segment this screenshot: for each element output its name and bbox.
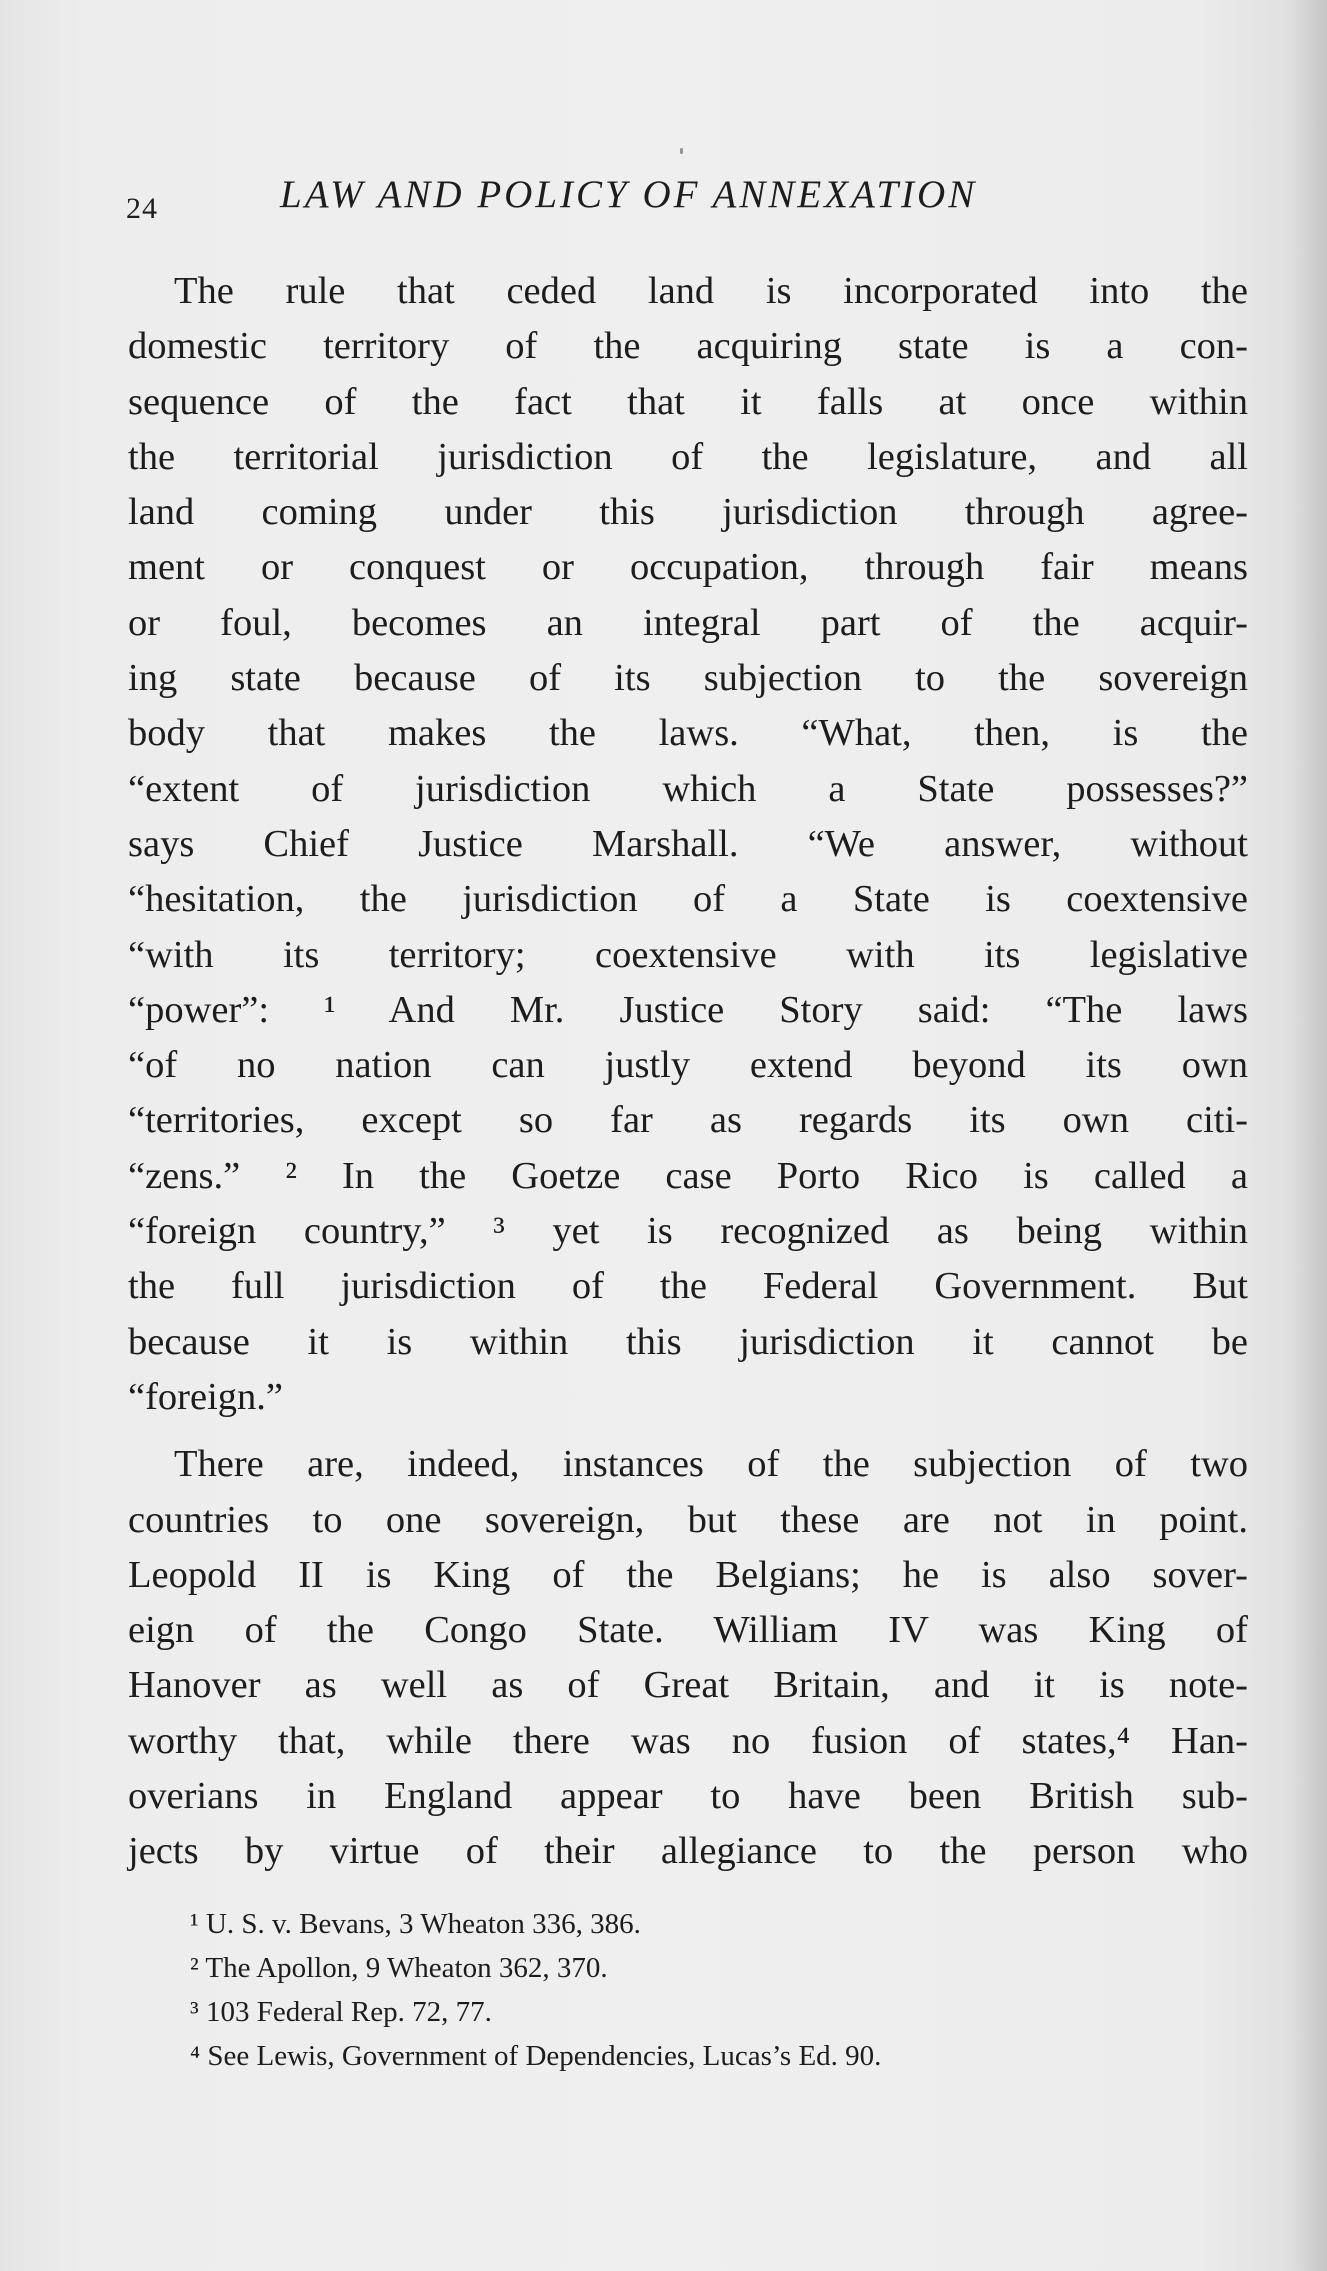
text-line: Hanover as well as of Great Britain, and it is note- [128,1664,1248,1707]
text-line: jects by virtue of their allegiance to the person who [128,1830,1248,1873]
footnote-2: ² The Apollon, 9 Wheaton 362, 370. [190,1952,608,1984]
text-line: because it is within this jurisdiction it cannot be [128,1320,1248,1363]
page-header [126,168,1126,228]
text-line: eign of the Congo State. William IV was King of [128,1609,1248,1652]
text-line: ing state because of its subjection to the sovereign [128,657,1248,700]
running-title: LAW AND POLICY OF ANNEXATION [280,173,978,216]
text-line: ment or conquest or occupation, through fair means [128,546,1248,589]
text-line: worthy that, while there was no fusion of states,⁴ Han- [128,1719,1248,1762]
text-line: Leopold II is King of the Belgians; he is also sover- [128,1553,1248,1596]
paragraph-2 [128,1437,1248,1879]
page-edge-shadow [1287,0,1327,2271]
text-line: body that makes the laws. “What, then, is the [128,712,1248,755]
paragraph-gap [128,1425,1248,1437]
text-line: says Chief Justice Marshall. “We answer, without [128,822,1248,865]
text-line: “territories, except so far as regards its own citi- [128,1099,1248,1142]
text-line: or foul, becomes an integral part of the acquir- [128,601,1248,644]
footnotes [190,1902,1250,2078]
text-line: the territorial jurisdiction of the legislature, and all [128,435,1248,478]
footnote-4: ⁴ See Lewis, Government of Dependencies, Lucas’s Ed. 90. [190,2040,882,2072]
page-number: 24 [126,192,158,225]
text-line: sequence of the fact that it falls at once within [128,380,1248,423]
text-line: “foreign.” [128,1375,283,1418]
text-line: “foreign country,” ³ yet is recognized as being within [128,1210,1248,1253]
text-line: land coming under this jurisdiction through agree- [128,491,1248,534]
text-line: “hesitation, the jurisdiction of a State is coextensive [128,878,1248,921]
paragraph-1 [128,264,1248,1425]
text-line: countries to one sovereign, but these are not in point. [128,1498,1248,1541]
footnote-3: ³ 103 Federal Rep. 72, 77. [190,1996,492,2028]
text-line: “zens.” ² In the Goetze case Porto Rico is called a [128,1154,1248,1197]
text-line: the full jurisdiction of the Federal Government. But [128,1265,1248,1308]
text-line: “power”: ¹ And Mr. Justice Story said: “The laws [128,988,1248,1031]
text-line: “with its territory; coextensive with its legislative [128,933,1248,976]
text-line: There are, indeed, instances of the subjection of two [174,1443,1248,1486]
print-speck [680,148,683,154]
text-line: The rule that ceded land is incorporated into the [174,270,1248,312]
footnote-1: ¹ U. S. v. Bevans, 3 Wheaton 336, 386. [190,1908,641,1940]
body-text [128,264,1248,1880]
text-line: “extent of jurisdiction which a State possesses?” [128,767,1248,810]
text-line: overians in England appear to have been British sub- [128,1775,1248,1818]
text-line: domestic territory of the acquiring state is a con- [128,325,1248,368]
text-line: “of no nation can justly extend beyond its own [128,1044,1248,1087]
